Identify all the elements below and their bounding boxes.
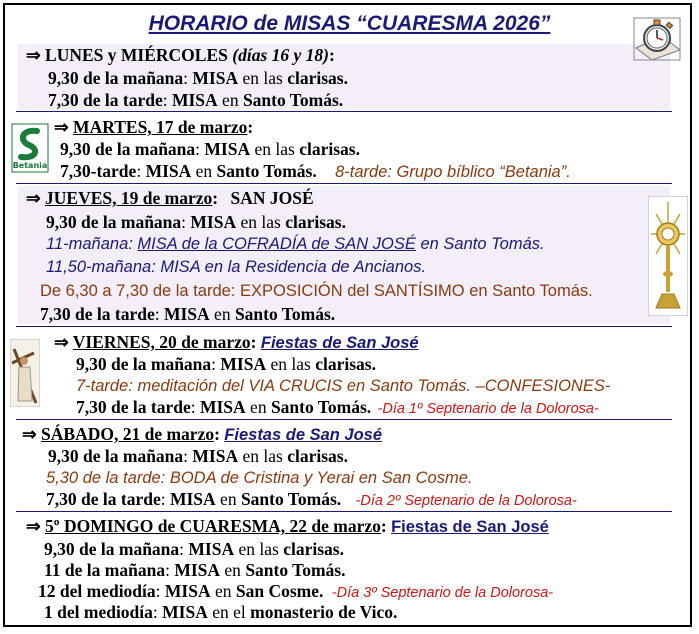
separator <box>16 511 672 512</box>
domingo-fiesta: Fiestas de San José <box>391 518 549 536</box>
sabado-heading: ⇒ SÁBADO, 21 de marzo: Fiestas de San José <box>22 424 383 444</box>
jueves-heading: ⇒ JUEVES, 19 de marzo: SAN JOSÉ <box>26 188 314 208</box>
domingo-line-1: 9,30 de la mañana: MISA en las clarisas. <box>44 539 344 559</box>
martes-heading-text: MARTES, 17 de marzo <box>73 117 248 137</box>
betania-logo <box>11 123 49 173</box>
sabado-line-2: 5,30 de la tarde: BODA de Cristina y Yerai en San Cosme. <box>46 469 473 487</box>
lunes-heading: ⇒ LUNES y MIÉRCOLES (días 16 y 18): <box>26 45 335 65</box>
sabado-line-1: 9,30 de la mañana: MISA en las clarisas. <box>48 446 348 466</box>
martes-extra: 8-tarde: Grupo bíblico “Betania”. <box>335 163 571 181</box>
martes-line-2: 7,30-tarde: MISA en Santo Tomás. 8-tarde: Grupo bíblico “Betania”. <box>60 161 571 181</box>
arrow-icon: ⇒ <box>26 516 41 536</box>
martes-line-1: 9,30 de la mañana: MISA en las clarisas. <box>60 139 360 159</box>
sabado-heading-text: SÁBADO, 21 de marzo <box>41 424 215 444</box>
jueves-line-1: 9,30 de la mañana: MISA en las clarisas. <box>46 212 346 232</box>
arrow-icon: ⇒ <box>54 117 69 137</box>
jueves-heading-extra: SAN JOSÉ <box>230 188 314 208</box>
jueves-line-4: De 6,30 a 7,30 de la tarde: EXPOSICIÓN del SANTÍSIMO en Santo Tomás. <box>40 282 593 300</box>
separator <box>16 419 672 420</box>
arrow-icon: ⇒ <box>22 424 37 444</box>
stopwatch-on-paper-icon <box>632 14 682 62</box>
sabado-septenario: -Día 2º Septenario de la Dolorosa- <box>355 493 577 509</box>
lunes-line-2: 7,30 de la tarde: MISA en Santo Tomás. <box>48 90 344 110</box>
page-title: HORARIO de MISAS “CUARESMA 2026” <box>148 12 551 35</box>
jueves-line-5: 7,30 de la tarde: MISA en Santo Tomás. <box>40 304 336 324</box>
jesus-carrying-cross-icon <box>10 339 40 407</box>
martes-heading: ⇒ MARTES, 17 de marzo: <box>54 117 254 137</box>
viernes-line-3: 7,30 de la tarde: MISA en Santo Tomás. -Día 1º Septenario de la Dolorosa- <box>76 397 599 417</box>
viernes-heading-text: VIERNES, 20 de marzo <box>72 332 251 352</box>
domingo-line-2: 11 de la mañana: MISA en Santo Tomás. <box>44 560 346 580</box>
viernes-line-2: 7-tarde: meditación del VIA CRUCIS en Santo Tomás. –CONFESIONES- <box>76 377 611 395</box>
arrow-icon: ⇒ <box>26 45 41 65</box>
sabado-fiesta: Fiestas de San José <box>224 426 383 444</box>
viernes-fiesta: Fiestas de San José <box>260 334 419 352</box>
sabado-line-3: 7,30 de la tarde: MISA en Santo Tomás. -Día 2º Septenario de la Dolorosa- <box>46 489 577 509</box>
viernes-septenario: -Día 1º Septenario de la Dolorosa- <box>377 401 599 417</box>
jueves-line-3: 11,50-mañana: MISA en la Residencia de Ancianos. <box>46 258 427 276</box>
monstrance-icon <box>648 196 688 316</box>
viernes-line-1: 9,30 de la mañana: MISA en las clarisas. <box>76 354 376 374</box>
betania-logo-text: Betania <box>12 161 48 170</box>
domingo-heading-text: 5º DOMINGO de CUARESMA, 22 de marzo <box>45 516 381 536</box>
separator <box>16 326 672 327</box>
domingo-heading: ⇒ 5º DOMINGO de CUARESMA, 22 de marzo: Fiestas de San José <box>26 516 549 536</box>
lunes-heading-text: LUNES y MIÉRCOLES <box>45 45 228 65</box>
arrow-icon: ⇒ <box>54 332 69 352</box>
viernes-heading: ⇒ VIERNES, 20 de marzo: Fiestas de San José <box>54 332 419 352</box>
domingo-line-4: 1 del mediodía: MISA en el monasterio de Vico. <box>44 602 398 622</box>
domingo-septenario: -Día 3º Septenario de la Dolorosa- <box>331 585 554 601</box>
lunes-heading-days: (días 16 y 18) <box>232 45 329 65</box>
jueves-heading-text: JUEVES, 19 de marzo <box>45 188 213 208</box>
jueves-line-2: 11-mañana: MISA de la COFRADÍA de SAN JOSÉ en Santo Tomás. <box>46 235 545 253</box>
lunes-line-1: 9,30 de la mañana: MISA en las clarisas. <box>48 68 348 88</box>
separator <box>16 183 672 184</box>
domingo-line-3: 12 del mediodía: MISA en San Cosme. -Día 3º Septenario de la Dolorosa- <box>38 581 554 601</box>
separator <box>16 111 672 112</box>
arrow-icon: ⇒ <box>26 188 41 208</box>
